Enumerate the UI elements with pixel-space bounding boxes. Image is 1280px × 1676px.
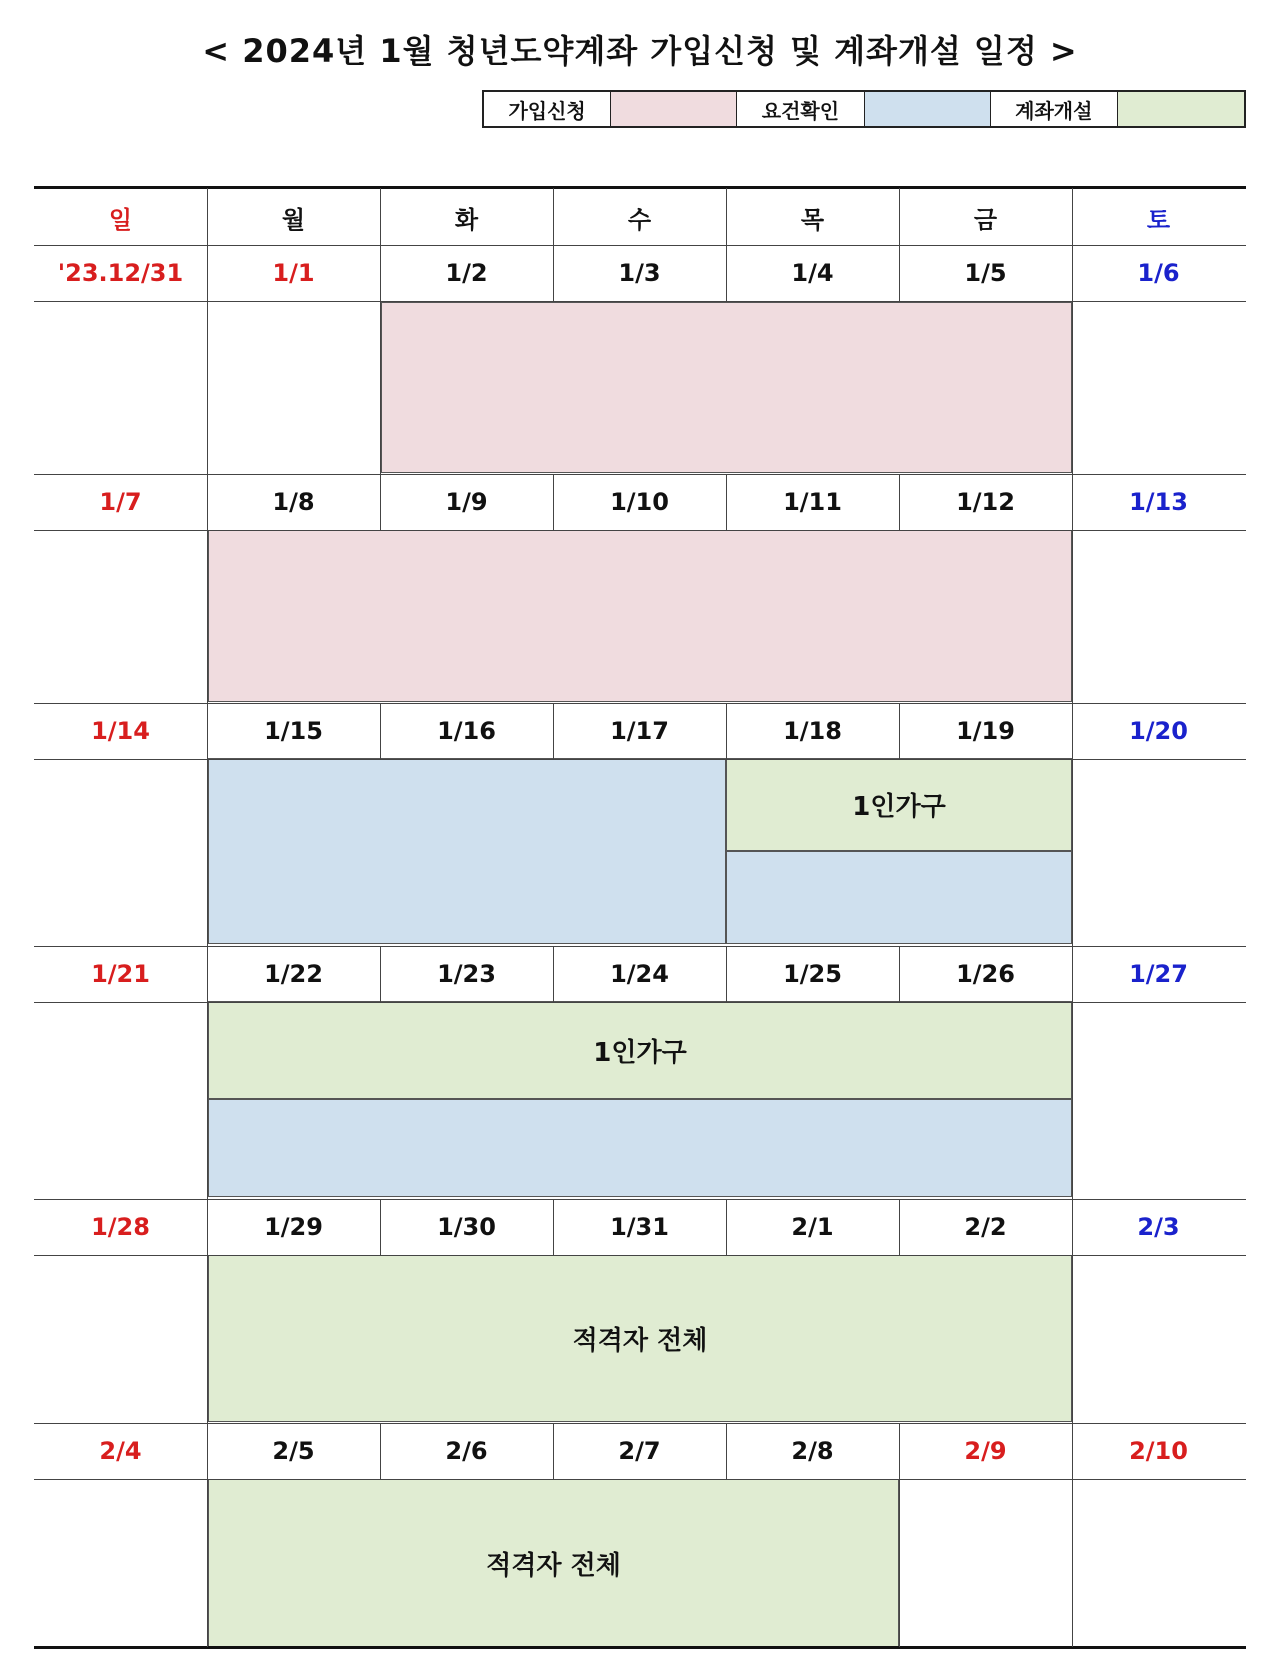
date-label: 1/21 [91,960,150,988]
table-border [34,1646,1246,1649]
grid-line [207,1255,208,1423]
date-label: 2/2 [964,1213,1007,1241]
date-label: 2/7 [618,1437,661,1465]
legend-label-verify: 요건확인 [737,92,864,126]
date-label: 2/10 [1129,1437,1188,1465]
grid-line [207,474,208,530]
date-label: 1/12 [956,488,1015,516]
page-title: < 2024년 1월 청년도약계좌 가입신청 및 계좌개설 일정 > [202,32,1078,70]
grid-line [1072,1479,1073,1647]
date-label: 1/3 [618,259,661,287]
grid-line [1072,474,1073,530]
single-household-block-week3: 1인가구 [726,758,1072,851]
date-label: 2/6 [445,1437,488,1465]
grid-line [553,1423,554,1479]
grid-line [553,188,554,245]
grid-line [726,1423,727,1479]
grid-line [380,245,381,301]
table-border [34,186,1246,189]
grid-line [34,1423,1246,1424]
date-label: 1/28 [91,1213,150,1241]
apply-block-week1 [381,302,1072,473]
date-label: 1/27 [1129,960,1188,988]
grid-line [1072,301,1073,474]
grid-line [1072,530,1073,703]
grid-line [380,301,381,474]
grid-line [899,703,900,759]
date-label: 1/24 [610,960,669,988]
grid-line [1072,1199,1073,1255]
grid-line [34,1199,1246,1200]
grid-line [207,245,208,301]
date-label: 1/4 [791,259,834,287]
grid-line [899,245,900,301]
date-label: 2/5 [272,1437,315,1465]
date-label: 2/3 [1137,1213,1180,1241]
grid-line [1072,759,1073,946]
grid-line [1072,946,1073,1002]
grid-line [207,1199,208,1255]
grid-line [207,188,208,245]
grid-line [380,474,381,530]
grid-line [726,474,727,530]
date-label: 1/19 [956,717,1015,745]
grid-line [899,188,900,245]
grid-line [1072,1255,1073,1423]
grid-line [1072,703,1073,759]
date-label: 1/13 [1129,488,1188,516]
verify-block-week4 [208,1099,1072,1197]
date-label: 1/23 [437,960,496,988]
grid-line [34,759,1246,760]
date-label: 2/8 [791,1437,834,1465]
weekday-header-2: 화 [454,205,479,234]
grid-line [899,946,900,1002]
grid-line [726,1199,727,1255]
date-label: 1/18 [783,717,842,745]
grid-line [380,703,381,759]
date-label: 1/30 [437,1213,496,1241]
grid-line [34,301,1246,302]
verify-block-week3-right [726,851,1072,944]
weekday-header-3: 수 [627,205,652,234]
grid-line [380,946,381,1002]
date-label: 1/22 [264,960,323,988]
all-eligible-block-week5: 적격자 전체 [208,1255,1072,1422]
weekday-header-6: 토 [1146,205,1171,234]
grid-line [207,301,208,474]
date-label: 1/9 [445,488,488,516]
grid-line [34,703,1246,704]
date-label: 1/25 [783,960,842,988]
date-label: 2/1 [791,1213,834,1241]
grid-line [34,946,1246,947]
grid-line [380,188,381,245]
grid-line [1072,245,1073,301]
legend-swatch-open [1118,92,1244,126]
grid-line [1072,1423,1073,1479]
date-label: 1/11 [783,488,842,516]
date-label: 1/5 [964,259,1007,287]
grid-line [34,530,1246,531]
date-label: 1/31 [610,1213,669,1241]
date-label: 1/15 [264,717,323,745]
grid-line [1072,188,1073,245]
date-label: 1/17 [610,717,669,745]
date-label: 2/4 [99,1437,142,1465]
grid-line [726,946,727,1002]
legend-label-apply: 가입신청 [484,92,611,126]
grid-line [34,1479,1246,1480]
grid-line [207,703,208,759]
grid-line [380,1199,381,1255]
date-label: 1/26 [956,960,1015,988]
grid-line [207,759,208,946]
date-label: 1/2 [445,259,488,287]
date-label: 1/6 [1137,259,1180,287]
weekday-header-4: 목 [800,205,825,234]
grid-line [207,946,208,1002]
date-label: 2/9 [964,1437,1007,1465]
grid-line [207,1423,208,1479]
grid-line [726,245,727,301]
grid-line [726,188,727,245]
weekday-header-0: 일 [108,205,133,234]
date-label: 1/16 [437,717,496,745]
legend [482,90,1246,128]
legend-swatch-apply [611,92,737,126]
grid-line [553,946,554,1002]
grid-line [899,1479,900,1647]
single-household-block-week4: 1인가구 [208,1001,1072,1099]
grid-line [34,474,1246,475]
grid-line [380,1423,381,1479]
legend-swatch-verify [865,92,991,126]
grid-line [1072,1002,1073,1199]
grid-line [553,1199,554,1255]
grid-line [207,530,208,703]
grid-line [207,1479,208,1647]
weekday-header-1: 월 [281,205,306,234]
all-eligible-block-week6: 적격자 전체 [208,1479,899,1647]
date-label: '23.12/31 [57,259,184,287]
date-label: 1/14 [91,717,150,745]
date-label: 1/29 [264,1213,323,1241]
grid-line [899,1199,900,1255]
grid-line [726,703,727,759]
date-label: 1/7 [99,488,142,516]
grid-line [34,1255,1246,1256]
date-label: 1/20 [1129,717,1188,745]
grid-line [899,474,900,530]
grid-line [553,245,554,301]
grid-line [553,703,554,759]
apply-block-week2 [208,530,1072,702]
date-label: 1/10 [610,488,669,516]
date-label: 1/1 [272,259,315,287]
grid-line [34,1002,1246,1003]
grid-line [207,1002,208,1199]
verify-block-week3-left [208,758,726,944]
grid-line [34,245,1246,246]
legend-label-open: 계좌개설 [991,92,1118,126]
date-label: 1/8 [272,488,315,516]
weekday-header-5: 금 [973,205,998,234]
grid-line [553,474,554,530]
grid-line [899,1423,900,1479]
